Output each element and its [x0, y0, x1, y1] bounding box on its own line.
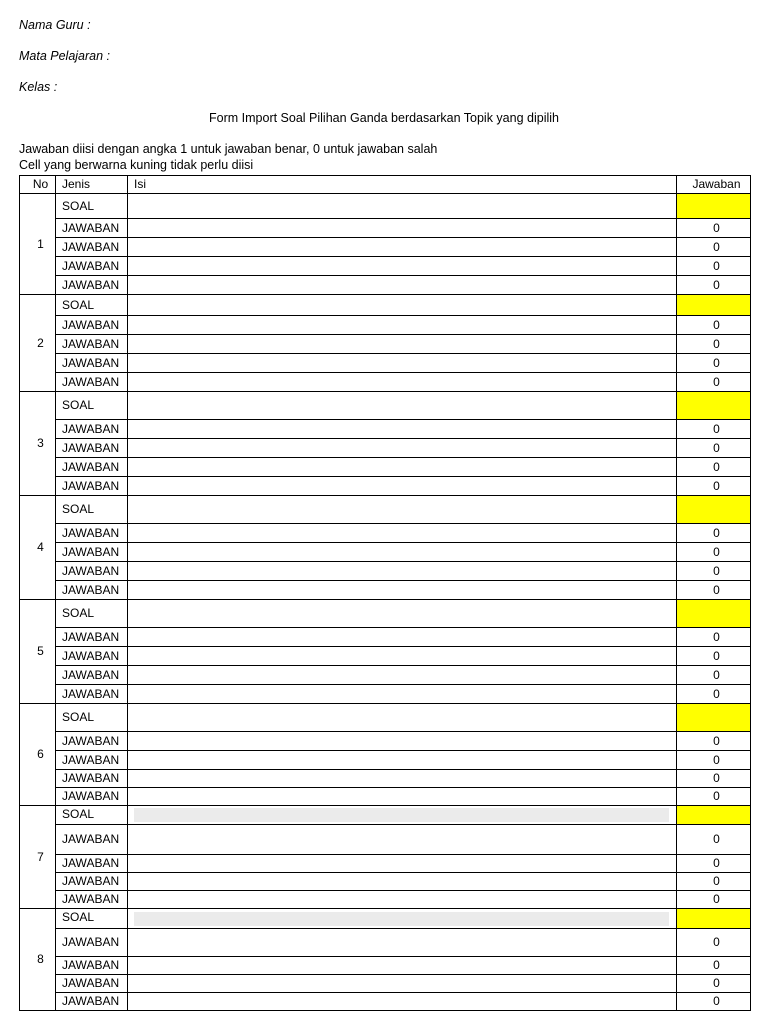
answer-type-label: JAWABAN [56, 439, 128, 458]
answer-type-label: JAWABAN [56, 929, 128, 957]
answer-text-cell[interactable] [128, 477, 677, 496]
answer-text-cell[interactable] [128, 316, 677, 335]
answer-text-cell[interactable] [128, 219, 677, 238]
answer-text-cell[interactable] [128, 751, 677, 770]
answer-row [20, 666, 751, 685]
no-fill-yellow-cell [677, 600, 751, 628]
question-text-cell[interactable] [128, 704, 677, 732]
question-row [20, 806, 751, 825]
answer-text-cell[interactable] [128, 666, 677, 685]
no-fill-yellow-cell [677, 704, 751, 732]
answer-type-label: JAWABAN [56, 257, 128, 276]
answer-text-cell[interactable] [128, 825, 677, 855]
answer-value-cell[interactable]: 0 [677, 957, 751, 975]
answer-type-label: JAWABAN [56, 276, 128, 295]
answer-type-label: JAWABAN [56, 788, 128, 806]
answer-text-cell[interactable] [128, 873, 677, 891]
answer-row [20, 929, 751, 957]
answer-value-cell[interactable]: 0 [677, 788, 751, 806]
answer-text-cell[interactable] [128, 439, 677, 458]
question-text-cell[interactable] [128, 194, 677, 219]
question-type-label: SOAL [56, 909, 128, 929]
no-fill-yellow-cell [677, 194, 751, 219]
question-row [20, 194, 751, 219]
answer-type-label: JAWABAN [56, 770, 128, 788]
answer-text-cell[interactable] [128, 238, 677, 257]
answer-text-cell[interactable] [128, 458, 677, 477]
header-no: No [20, 176, 56, 194]
answer-value-cell[interactable]: 0 [677, 316, 751, 335]
answer-value-cell[interactable]: 0 [677, 439, 751, 458]
answer-text-cell[interactable] [128, 975, 677, 993]
answer-type-label: JAWABAN [56, 855, 128, 873]
answer-type-label: JAWABAN [56, 316, 128, 335]
answer-type-label: JAWABAN [56, 543, 128, 562]
answer-text-cell[interactable] [128, 543, 677, 562]
question-text-cell[interactable] [128, 392, 677, 420]
answer-text-cell[interactable] [128, 929, 677, 957]
answer-row [20, 335, 751, 354]
answer-value-cell[interactable]: 0 [677, 420, 751, 439]
answer-text-cell[interactable] [128, 685, 677, 704]
answer-type-label: JAWABAN [56, 873, 128, 891]
answer-row [20, 825, 751, 855]
question-text-cell[interactable] [128, 295, 677, 316]
question-row [20, 295, 751, 316]
answer-text-cell[interactable] [128, 770, 677, 788]
teacher-name-label: Nama Guru : [19, 18, 91, 32]
answer-row [20, 524, 751, 543]
answer-row [20, 732, 751, 751]
question-type-label: SOAL [56, 600, 128, 628]
answer-value-cell[interactable]: 0 [677, 975, 751, 993]
answer-row [20, 751, 751, 770]
answer-value-cell[interactable]: 0 [677, 562, 751, 581]
no-fill-yellow-cell [677, 295, 751, 316]
answer-row [20, 316, 751, 335]
answer-row [20, 439, 751, 458]
answer-row [20, 238, 751, 257]
answer-value-cell[interactable]: 0 [677, 993, 751, 1011]
answer-row [20, 957, 751, 975]
question-type-label: SOAL [56, 704, 128, 732]
answer-row [20, 276, 751, 295]
answer-value-cell[interactable]: 0 [677, 770, 751, 788]
question-type-label: SOAL [56, 194, 128, 219]
no-fill-yellow-cell [677, 496, 751, 524]
answer-row [20, 788, 751, 806]
answer-value-cell[interactable]: 0 [677, 238, 751, 257]
answer-type-label: JAWABAN [56, 957, 128, 975]
answer-text-cell[interactable] [128, 373, 677, 392]
answer-text-cell[interactable] [128, 647, 677, 666]
shaded-input-area [134, 808, 669, 822]
answer-row [20, 770, 751, 788]
answer-type-label: JAWABAN [56, 524, 128, 543]
answer-text-cell[interactable] [128, 335, 677, 354]
answer-type-label: JAWABAN [56, 666, 128, 685]
answer-type-label: JAWABAN [56, 751, 128, 770]
answer-type-label: JAWABAN [56, 581, 128, 600]
answer-text-cell[interactable] [128, 891, 677, 909]
answer-value-cell[interactable]: 0 [677, 751, 751, 770]
answer-type-label: JAWABAN [56, 420, 128, 439]
answer-text-cell[interactable] [128, 993, 677, 1011]
form-title: Form Import Soal Pilihan Ganda berdasarkan Topik yang dipilih [209, 111, 559, 125]
answer-row [20, 354, 751, 373]
yellow-cell-note: Cell yang berwarna kuning tidak perlu diisi [19, 158, 254, 172]
answer-type-label: JAWABAN [56, 458, 128, 477]
answer-value-cell[interactable]: 0 [677, 685, 751, 704]
answer-row [20, 219, 751, 238]
answer-row [20, 975, 751, 993]
answer-row [20, 647, 751, 666]
answer-value-cell[interactable]: 0 [677, 732, 751, 751]
question-row [20, 600, 751, 628]
question-type-label: SOAL [56, 806, 128, 825]
question-number: 3 [20, 392, 56, 496]
answer-type-label: JAWABAN [56, 354, 128, 373]
answer-row [20, 628, 751, 647]
question-row [20, 909, 751, 929]
question-number: 2 [20, 295, 56, 392]
answer-text-cell[interactable] [128, 257, 677, 276]
answer-value-cell[interactable]: 0 [677, 891, 751, 909]
answer-row [20, 420, 751, 439]
question-table [19, 175, 751, 1011]
answer-value-cell[interactable]: 0 [677, 257, 751, 276]
answer-value-cell[interactable]: 0 [677, 524, 751, 543]
answer-row [20, 562, 751, 581]
answer-text-cell[interactable] [128, 524, 677, 543]
question-number: 1 [20, 194, 56, 295]
instruction-note: Jawaban diisi dengan angka 1 untuk jawaban benar, 0 untuk jawaban salah [19, 142, 438, 156]
answer-type-label: JAWABAN [56, 975, 128, 993]
answer-value-cell[interactable]: 0 [677, 354, 751, 373]
no-fill-yellow-cell [677, 909, 751, 929]
answer-type-label: JAWABAN [56, 373, 128, 392]
question-type-label: SOAL [56, 392, 128, 420]
answer-value-cell[interactable]: 0 [677, 458, 751, 477]
answer-value-cell[interactable]: 0 [677, 581, 751, 600]
answer-value-cell[interactable]: 0 [677, 543, 751, 562]
answer-text-cell[interactable] [128, 855, 677, 873]
answer-value-cell[interactable]: 0 [677, 666, 751, 685]
answer-value-cell[interactable]: 0 [677, 373, 751, 392]
answer-type-label: JAWABAN [56, 647, 128, 666]
header-jenis: Jenis [56, 176, 128, 194]
no-fill-yellow-cell [677, 392, 751, 420]
answer-text-cell[interactable] [128, 957, 677, 975]
table-header-row [20, 176, 751, 194]
answer-row [20, 458, 751, 477]
answer-value-cell[interactable]: 0 [677, 276, 751, 295]
answer-text-cell[interactable] [128, 420, 677, 439]
answer-value-cell[interactable]: 0 [677, 628, 751, 647]
subject-label: Mata Pelajaran : [19, 49, 111, 63]
answer-type-label: JAWABAN [56, 732, 128, 751]
answer-text-cell[interactable] [128, 628, 677, 647]
answer-type-label: JAWABAN [56, 685, 128, 704]
question-row [20, 496, 751, 524]
question-text-cell[interactable] [128, 806, 677, 825]
question-text-cell[interactable] [128, 600, 677, 628]
shaded-input-area [134, 912, 669, 926]
question-type-label: SOAL [56, 496, 128, 524]
question-number: 4 [20, 496, 56, 600]
answer-value-cell[interactable]: 0 [677, 647, 751, 666]
question-text-cell[interactable] [128, 496, 677, 524]
answer-text-cell[interactable] [128, 562, 677, 581]
answer-type-label: JAWABAN [56, 219, 128, 238]
question-number: 8 [20, 909, 56, 1011]
answer-value-cell[interactable]: 0 [677, 873, 751, 891]
answer-row [20, 855, 751, 873]
answer-row [20, 685, 751, 704]
question-type-label: SOAL [56, 295, 128, 316]
answer-row [20, 581, 751, 600]
answer-value-cell[interactable]: 0 [677, 825, 751, 855]
answer-value-cell[interactable]: 0 [677, 335, 751, 354]
answer-value-cell[interactable]: 0 [677, 855, 751, 873]
answer-row [20, 891, 751, 909]
answer-type-label: JAWABAN [56, 335, 128, 354]
question-number: 7 [20, 806, 56, 909]
answer-type-label: JAWABAN [56, 562, 128, 581]
answer-row [20, 873, 751, 891]
question-number: 6 [20, 704, 56, 806]
answer-type-label: JAWABAN [56, 891, 128, 909]
answer-row [20, 543, 751, 562]
answer-text-cell[interactable] [128, 732, 677, 751]
answer-type-label: JAWABAN [56, 238, 128, 257]
question-text-cell[interactable] [128, 909, 677, 929]
answer-row [20, 373, 751, 392]
question-number: 5 [20, 600, 56, 704]
answer-type-label: JAWABAN [56, 993, 128, 1011]
answer-row [20, 993, 751, 1011]
header-isi: Isi [128, 176, 677, 194]
answer-type-label: JAWABAN [56, 628, 128, 647]
answer-text-cell[interactable] [128, 581, 677, 600]
answer-type-label: JAWABAN [56, 477, 128, 496]
question-row [20, 392, 751, 420]
answer-text-cell[interactable] [128, 276, 677, 295]
answer-value-cell[interactable]: 0 [677, 477, 751, 496]
header-jawaban: Jawaban [677, 176, 751, 194]
answer-row [20, 477, 751, 496]
question-row [20, 704, 751, 732]
answer-value-cell[interactable]: 0 [677, 219, 751, 238]
answer-type-label: JAWABAN [56, 825, 128, 855]
answer-text-cell[interactable] [128, 354, 677, 373]
no-fill-yellow-cell [677, 806, 751, 825]
answer-text-cell[interactable] [128, 788, 677, 806]
answer-value-cell[interactable]: 0 [677, 929, 751, 957]
answer-row [20, 257, 751, 276]
class-label: Kelas : [19, 80, 58, 94]
